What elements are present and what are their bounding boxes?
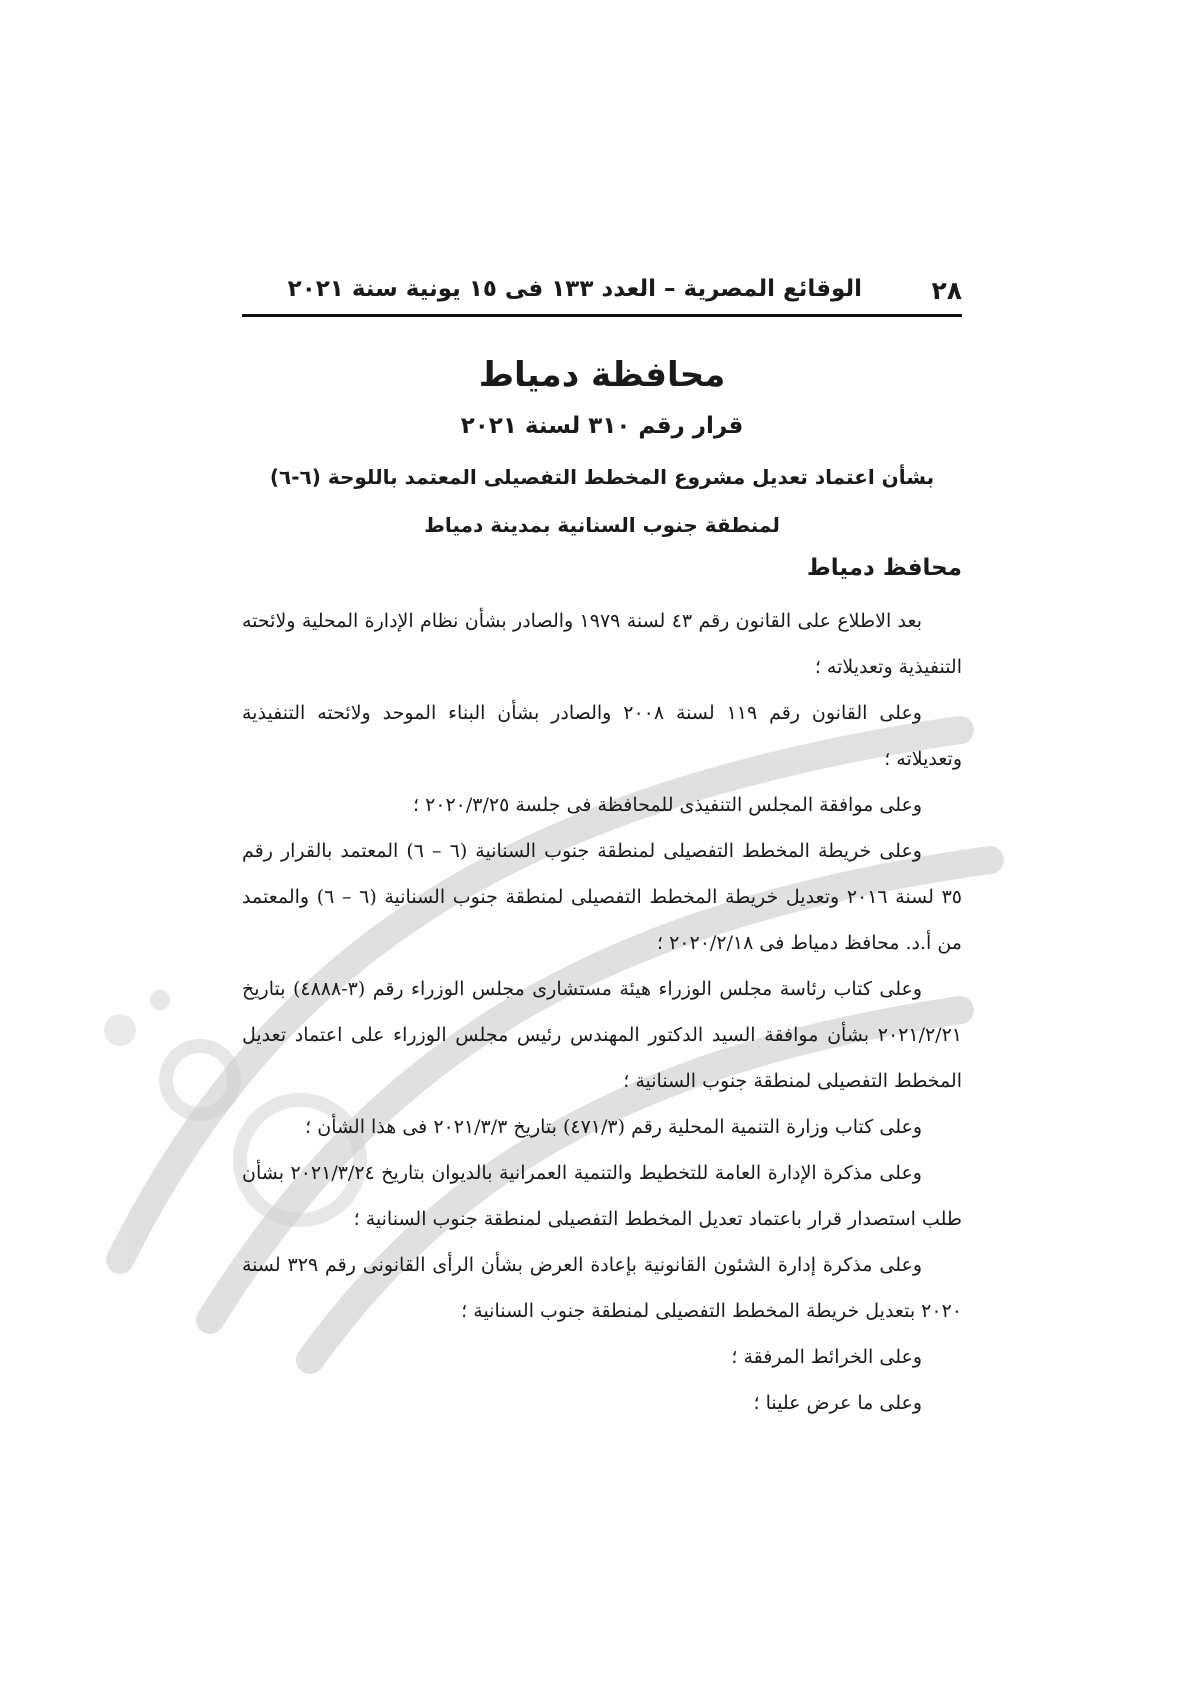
- issuer-title: محافظ دمياط: [806, 555, 962, 581]
- preamble-paragraph: وعلى كتاب وزارة التنمية المحلية رقم (٤٧١/٣) بتاريخ ٢٠٢١/٣/٣ فى هذا الشأن ؛: [305, 1116, 922, 1138]
- page-number: ٢٨: [931, 276, 962, 305]
- decree-subject-line-2: لمنطقة جنوب السنانية بمدينة دمياط: [424, 513, 780, 537]
- page-header: [242, 270, 962, 317]
- preamble-paragraph: وعلى الخرائط المرفقة ؛: [731, 1346, 922, 1368]
- governorate-title: محافظة دمياط: [478, 355, 726, 395]
- preamble-paragraph: بعد الاطلاع على القانون رقم ٤٣ لسنة ١٩٧٩ والصادر بشأن نظام الإدارة المحلية ولائحته التنفيذية وتعديلاته ؛: [242, 610, 962, 678]
- preamble-body: [242, 598, 962, 1426]
- decree-heading: [242, 355, 962, 549]
- preamble-paragraph: وعلى خريطة المخطط التفصيلى لمنطقة جنوب السنانية (٦ – ٦) المعتمد بالقرار رقم ٣٥ لسنة ٢٠١٦ وتعديل خريطة المخطط التفصيلى لمنطقة جنوب السنانية (٦ – ٦) والمعتمد من أ.د. محافظ دمياط فى ٢٠٢٠/٢/١٨ ؛: [242, 840, 962, 954]
- preamble-paragraph: وعلى القانون رقم ١١٩ لسنة ٢٠٠٨ والصادر بشأن البناء الموحد ولائحته التنفيذية وتعديلاته ؛: [242, 702, 962, 770]
- preamble-paragraph: وعلى كتاب رئاسة مجلس الوزراء هيئة مستشارى مجلس الوزراء رقم (٣-٤٨٨٨) بتاريخ ٢٠٢١/٢/٢١ بشأن موافقة السيد الدكتور المهندس رئيس مجلس الوزراء على اعتماد تعديل المخطط التفصيلى لمنطقة جنوب السنانية ؛: [242, 978, 962, 1092]
- preamble-paragraph: وعلى مذكرة إدارة الشئون القانونية بإعادة العرض بشأن الرأى القانونى رقم ٣٢٩ لسنة ٢٠٢٠ بتعديل خريطة المخطط التفصيلى لمنطقة جنوب السنانية ؛: [242, 1254, 962, 1322]
- decree-subject-line-1: بشأن اعتماد تعديل مشروع المخطط التفصيلى المعتمد باللوحة (٦-٦): [269, 465, 935, 489]
- preamble-paragraph: وعلى موافقة المجلس التنفيذى للمحافظة فى جلسة ٢٠٢٠/٣/٢٥ ؛: [412, 794, 922, 816]
- preamble-paragraph: وعلى مذكرة الإدارة العامة للتخطيط والتنمية العمرانية بالديوان بتاريخ ٢٠٢١/٣/٢٤ بشأن طلب استصدار قرار باعتماد تعديل المخطط التفصيلى لمنطقة جنوب السنانية ؛: [242, 1162, 962, 1230]
- journal-title: الوقائع المصرية – العدد ١٣٣ فى ١٥ يونية سنة ٢٠٢١: [287, 276, 862, 302]
- decree-title: قرار رقم ٣١٠ لسنة ٢٠٢١: [460, 413, 744, 439]
- preamble-paragraph: وعلى ما عرض علينا ؛: [753, 1392, 922, 1414]
